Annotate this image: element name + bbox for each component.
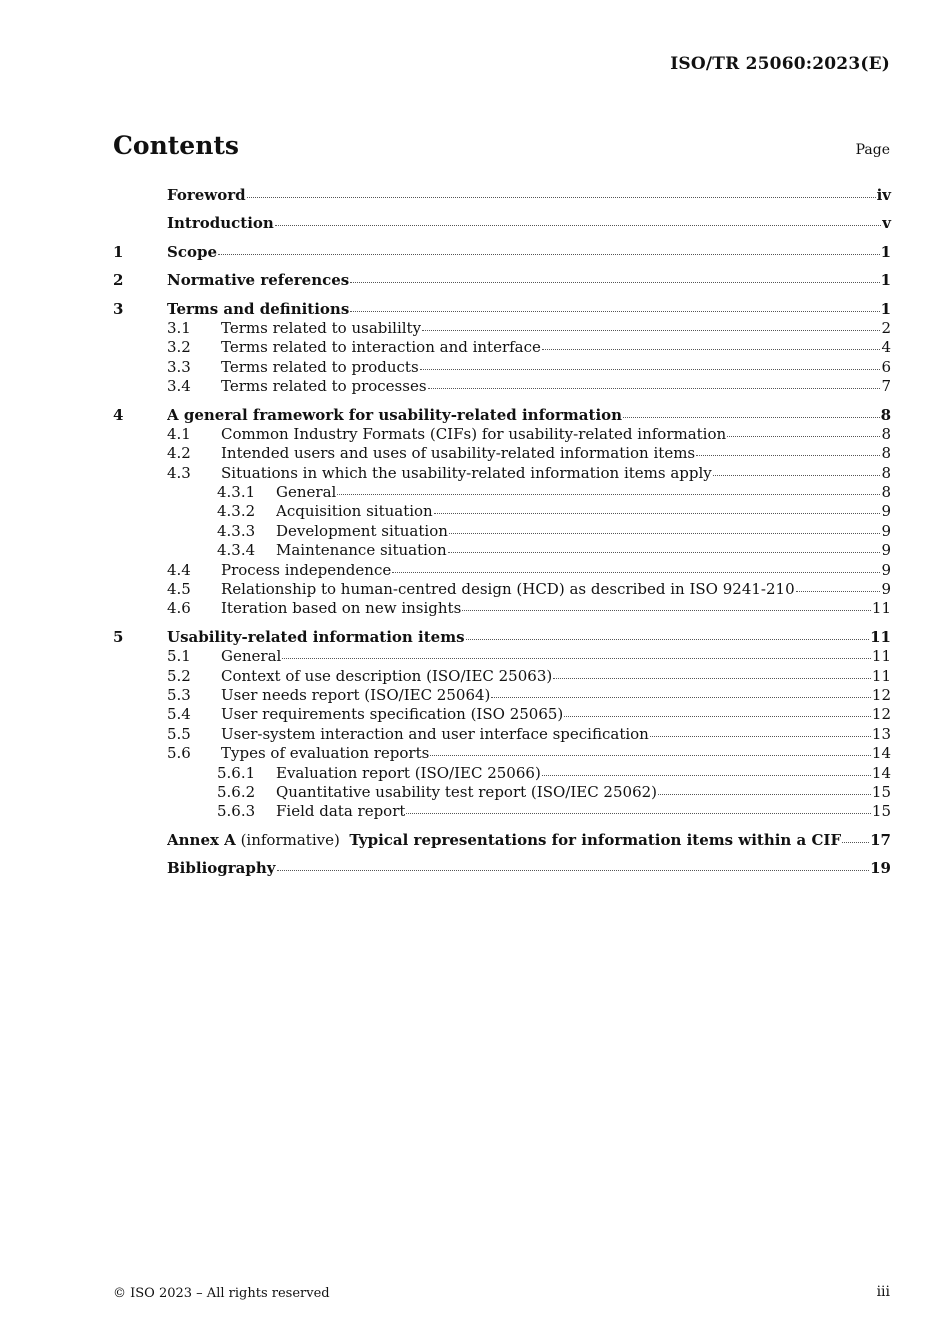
toc-entry-number: 5.6	[167, 744, 191, 763]
dot-leader	[462, 608, 871, 611]
toc-entry[interactable]	[113, 599, 891, 618]
toc-entry[interactable]	[113, 859, 891, 878]
toc-entry[interactable]	[113, 483, 891, 502]
toc-entry[interactable]	[113, 744, 891, 763]
dot-leader	[406, 811, 870, 814]
toc-entry-page: 8	[881, 463, 891, 482]
toc-entry-page: 9	[881, 580, 891, 599]
toc-entry-title: Usability-related information items	[167, 627, 465, 646]
dot-leader	[420, 367, 881, 370]
toc-entry-number: 2	[113, 271, 124, 290]
toc-entry-page: 9	[881, 521, 891, 540]
toc-entry-number: 4.3.3	[217, 521, 256, 540]
toc-entry-page: 2	[881, 318, 891, 337]
toc-entry[interactable]	[113, 406, 891, 425]
dot-leader	[277, 868, 870, 871]
toc-entry[interactable]	[113, 831, 891, 850]
dot-leader	[553, 676, 871, 679]
toc-entry-title: User requirements specification (ISO 25065)	[221, 705, 564, 724]
toc-entry-title: Process independence	[221, 560, 392, 579]
toc-entry-page: 4	[881, 338, 891, 357]
toc-entry-number: 5.2	[167, 666, 191, 685]
toc-entry[interactable]	[113, 580, 891, 599]
toc-entry-title: Terms related to usabililty	[221, 318, 422, 337]
annex-type: (informative)	[235, 830, 350, 849]
toc-entry-number: 5.6.3	[217, 802, 256, 821]
toc-entry[interactable]	[113, 425, 891, 444]
dot-leader	[434, 511, 881, 514]
toc-entry-page: 7	[881, 377, 891, 396]
toc-entry-number: 3.2	[167, 338, 191, 357]
toc-entry-number: 5.1	[167, 647, 191, 666]
toc-entry[interactable]	[113, 802, 891, 821]
dot-leader	[696, 453, 880, 456]
dot-leader	[247, 195, 876, 198]
toc-entry[interactable]	[113, 705, 891, 724]
toc-entry-title: General	[221, 647, 282, 666]
dot-leader	[350, 309, 879, 312]
toc-entry-number: 3.4	[167, 377, 191, 396]
dot-leader	[392, 570, 880, 573]
toc-entry[interactable]	[113, 725, 891, 744]
annex-label: Annex A	[167, 830, 236, 849]
toc-entry-page: iv	[876, 186, 891, 204]
toc-entry[interactable]	[113, 214, 891, 233]
toc-entry[interactable]	[113, 319, 891, 338]
toc-entry-number: 5.3	[167, 685, 191, 704]
toc-entry[interactable]	[113, 783, 891, 802]
toc-entry-title: User-system interaction and user interface specification	[221, 724, 649, 743]
toc-entry[interactable]	[113, 243, 891, 262]
toc-entry-page: 12	[871, 705, 891, 724]
toc-entry-page: 13	[871, 724, 891, 743]
dot-leader	[430, 753, 871, 756]
toc-entry-number: 4.3	[167, 463, 191, 482]
toc-entry[interactable]	[113, 764, 891, 783]
annex-title: Typical representations for information items within a CIF	[349, 830, 842, 849]
toc-entry[interactable]	[113, 522, 891, 541]
toc-entry-title: Quantitative usability test report (ISO/IEC 25062)	[276, 782, 658, 801]
toc-entry-title: Terms related to products	[221, 357, 419, 376]
toc-entry[interactable]	[113, 186, 891, 205]
toc-entry[interactable]	[113, 686, 891, 705]
toc-entry-page: 9	[881, 541, 891, 560]
dot-leader	[282, 656, 871, 659]
toc-entry-title: Scope	[167, 242, 218, 261]
toc-entry-title: Bibliography	[167, 859, 276, 878]
toc-entry-page: 9	[881, 502, 891, 521]
toc-entry-page: 1	[880, 242, 891, 261]
toc-entry[interactable]	[113, 444, 891, 463]
toc-entry-number: 5.6.2	[217, 782, 256, 801]
dot-leader	[337, 492, 880, 495]
toc-entry-title: Field data report	[276, 802, 406, 821]
toc-entry[interactable]	[113, 541, 891, 560]
toc-entry-page: 9	[881, 560, 891, 579]
toc-entry-page: 8	[881, 424, 891, 443]
toc-entry[interactable]	[113, 628, 891, 647]
toc-entry-page: 12	[871, 685, 891, 704]
toc-entry-number: 3.1	[167, 318, 191, 337]
dot-leader	[275, 223, 881, 226]
toc-entry-title: Situations in which the usability-related information items apply	[221, 463, 712, 482]
toc-entry-page: 14	[871, 744, 891, 763]
toc-entry-page: 17	[870, 830, 891, 849]
toc-entry-page: 11	[871, 666, 891, 685]
toc-entry-title: Introduction	[167, 214, 274, 233]
copyright-footer: © ISO 2023 – All rights reserved	[113, 1286, 330, 1301]
toc-entry-number: 4.5	[167, 580, 191, 599]
toc-entry-number: 4.4	[167, 560, 191, 579]
toc-entry-number: 5	[113, 627, 124, 646]
toc-entry[interactable]	[113, 667, 891, 686]
toc-entry-page: v	[882, 214, 891, 233]
dot-leader	[491, 695, 871, 698]
dot-leader	[542, 347, 881, 350]
toc-entry-number: 3.3	[167, 357, 191, 376]
page-column-label: Page	[855, 142, 890, 158]
toc-entry[interactable]	[113, 502, 891, 521]
toc-entry-title: Development situation	[276, 521, 448, 540]
dot-leader	[727, 434, 880, 437]
toc-entry-page: 14	[871, 763, 891, 782]
dot-leader	[449, 531, 881, 534]
toc-entry-page: 15	[871, 802, 891, 821]
toc-entry-number: 4.6	[167, 599, 191, 618]
toc-entry-number: 4	[113, 405, 124, 424]
dot-leader	[422, 328, 880, 331]
dot-leader	[350, 280, 879, 283]
toc-entry-number: 4.3.2	[217, 502, 256, 521]
toc-entry-title: Terms and definitions	[167, 299, 350, 318]
toc-entry-page: 11	[871, 599, 891, 618]
page-number: iii	[876, 1284, 890, 1300]
dot-leader	[448, 550, 881, 553]
dot-leader	[623, 415, 880, 418]
toc-entry-title: Types of evaluation reports	[221, 744, 430, 763]
toc-entry-title: Terms related to processes	[221, 377, 427, 396]
toc-entry-title: Acquisition situation	[276, 502, 433, 521]
toc-entry[interactable]	[113, 338, 891, 357]
toc-entry-page: 19	[870, 859, 891, 878]
dot-leader	[842, 840, 869, 843]
toc-entry-title: Iteration based on new insights	[221, 599, 462, 618]
toc-entry[interactable]	[113, 561, 891, 580]
toc-entry-page: 11	[871, 647, 891, 666]
toc-entry-number: 4.1	[167, 424, 191, 443]
toc-entry-page: 11	[870, 627, 891, 646]
toc-entry-title: User needs report (ISO/IEC 25064)	[221, 685, 491, 704]
toc-entry[interactable]	[113, 464, 891, 483]
toc-entry[interactable]	[113, 377, 891, 396]
dot-leader	[428, 386, 881, 389]
toc-entry-title: Intended users and uses of usability-related information items	[221, 444, 696, 463]
contents-title: Contents	[113, 131, 240, 160]
toc-entry-number: 5.5	[167, 724, 191, 743]
table-of-contents	[113, 186, 891, 879]
toc-entry-page: 8	[880, 405, 891, 424]
toc-entry-title: A general framework for usability-related information	[167, 405, 623, 424]
dot-leader	[542, 773, 871, 776]
toc-entry-number: 5.6.1	[217, 763, 256, 782]
toc-entry-page: 8	[881, 483, 891, 502]
toc-entry-number: 4.3.1	[217, 483, 256, 502]
toc-entry-number: 4.3.4	[217, 541, 256, 560]
dot-leader	[713, 473, 881, 476]
toc-entry-title	[167, 831, 841, 849]
dot-leader	[658, 792, 871, 795]
toc-entry[interactable]	[113, 647, 891, 666]
toc-entry[interactable]	[113, 271, 891, 290]
dot-leader	[796, 589, 881, 592]
toc-entry[interactable]	[113, 300, 891, 319]
toc-entry[interactable]	[113, 358, 891, 377]
dot-leader	[564, 714, 871, 717]
document-id: ISO/TR 25060:2023(E)	[670, 54, 890, 74]
toc-entry-page: 1	[880, 299, 891, 318]
toc-entry-number: 3	[113, 299, 124, 318]
toc-entry-title: Context of use description (ISO/IEC 25063)	[221, 666, 553, 685]
dot-leader	[466, 637, 870, 640]
toc-entry-number: 5.4	[167, 705, 191, 724]
toc-entry-title: Terms related to interaction and interface	[221, 338, 541, 357]
toc-entry-title: Relationship to human-centred design (HCD) as described in ISO 9241-210	[221, 580, 795, 599]
toc-entry-title: Common Industry Formats (CIFs) for usability-related information	[221, 424, 727, 443]
toc-entry-page: 6	[881, 357, 891, 376]
toc-entry-page: 8	[881, 444, 891, 463]
toc-entry-title: Maintenance situation	[276, 541, 447, 560]
toc-entry-page: 15	[871, 782, 891, 801]
toc-entry-number: 4.2	[167, 444, 191, 463]
toc-entry-title: General	[276, 483, 337, 502]
toc-entry-title: Foreword	[167, 186, 246, 204]
toc-entry-page: 1	[880, 271, 891, 290]
dot-leader	[650, 734, 871, 737]
toc-entry-title: Evaluation report (ISO/IEC 25066)	[276, 763, 541, 782]
toc-entry-title: Normative references	[167, 271, 350, 290]
toc-entry-number: 1	[113, 242, 124, 261]
dot-leader	[218, 252, 880, 255]
